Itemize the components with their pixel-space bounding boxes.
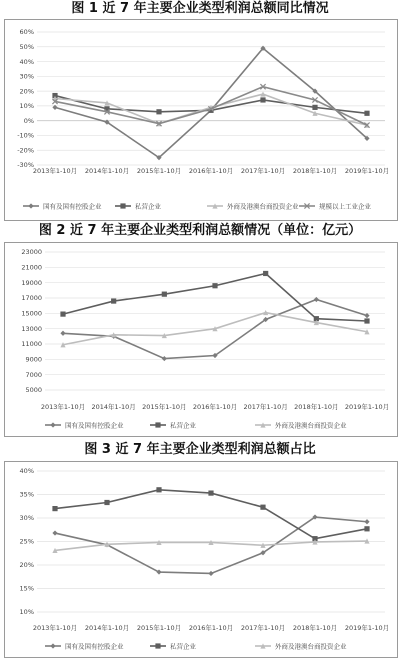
figure-2-chart [5,243,397,436]
series-3 [52,538,369,553]
x-tick-label: 2016年1-10月 [188,624,234,632]
y-tick-label: 30% [19,514,34,523]
figure-2-title: 图 2 近 7 年主要企业类型利润总额情况（单位：亿元） [38,223,362,238]
data-point [260,505,265,510]
legend-label: 外商及港澳台商投资企业 [275,421,347,430]
x-tick-label: 2014年1-10月 [91,403,136,411]
legend-label: 国有及国有控股企业 [65,642,124,651]
legend-swatch-marker [50,422,55,427]
y-tick-label: 23000 [21,248,42,257]
y-tick-label: 10% [19,102,34,111]
y-tick-label: 20% [19,561,34,570]
legend [23,201,372,210]
legend-item [115,201,162,210]
x-tick-label: 2015年1-10月 [142,403,187,411]
legend-item [150,420,197,429]
x-tick-label: 2016年1-10月 [188,167,234,175]
x-tick-label: 2018年1-10月 [292,167,338,175]
x-tick-label: 2017年1-10月 [240,167,286,175]
x-tick-label: 2018年1-10月 [292,624,338,632]
legend-swatch-marker [50,643,55,648]
x-tick-label: 2015年1-10月 [136,167,182,175]
x-tick-label: 2016年1-10月 [192,403,238,411]
legend-label: 国有及国有控股企业 [43,202,102,211]
x-tick-label: 2013年1-10月 [40,403,86,411]
x-tick-label: 2019年1-10月 [344,403,390,411]
x-tick-label: 2017年1-10月 [243,403,288,411]
figure-1-chart [5,20,397,220]
figure-1-panel [4,19,398,221]
data-point [208,490,213,495]
legend [45,420,347,429]
y-tick-label: 25% [19,537,34,546]
data-point [162,292,167,297]
x-tick-label: 2018年1-10月 [294,403,339,411]
gridlines [45,252,385,390]
y-tick-label: 30% [19,72,34,81]
legend-label: 私营企业 [170,642,196,651]
y-tick-label: 5000 [25,386,42,395]
y-tick-label: 13000 [21,324,42,333]
data-point [364,111,369,116]
y-tick-label: 50% [19,42,34,51]
y-tick-label: -20% [17,146,34,155]
y-tick-label: 10% [19,608,34,617]
y-tick-label: 15000 [21,309,42,318]
y-tick-label: 60% [19,28,34,37]
y-tick-label: 40% [19,467,34,476]
data-point [364,313,369,318]
data-point [364,318,369,323]
x-tick-label: 2019年1-10月 [344,624,390,632]
figure-3-chart [5,462,397,657]
figure-1-title: 图 1 近 7 年主要企业类型利润总额同比情况 [71,1,329,16]
y-tick-label: 7000 [25,370,42,379]
series-line [55,490,367,539]
legend-swatch-marker [155,422,160,427]
legend-swatch-marker [120,203,125,208]
data-point [60,331,65,336]
gridlines [37,32,385,165]
x-tick-label: 2019年1-10月 [344,167,390,175]
legend-item [45,641,124,650]
data-point [312,105,317,110]
data-point [111,298,116,303]
y-tick-label: -30% [17,161,34,170]
series-2 [60,271,369,324]
legend-item [23,201,102,210]
legend-label: 外商及港澳台商投资企业 [227,202,299,211]
x-tick-label: 2013年1-10月 [32,167,78,175]
data-point [52,506,57,511]
series-line [63,273,367,321]
x-tick-label: 2015年1-10月 [136,624,182,632]
x-tick-label: 2017年1-10月 [240,624,286,632]
data-point [364,519,369,524]
legend-item [255,641,347,650]
legend-item [207,201,299,210]
y-tick-label: 35% [19,490,34,499]
data-point [212,283,217,288]
y-tick-label: 9000 [25,355,42,364]
x-tick-label: 2014年1-10月 [84,624,130,632]
legend-label: 国有及国有控股企业 [65,421,124,430]
legend [45,641,347,650]
data-point [364,526,369,531]
data-point [263,271,268,276]
legend-label: 规模以上工业企业 [319,202,371,211]
data-point [104,500,109,505]
legend-item [255,420,347,429]
legend-item [45,420,124,429]
data-point [162,356,167,361]
y-tick-label: -10% [17,131,34,140]
x-tick-label: 2013年1-10月 [32,624,78,632]
legend-swatch-marker [28,203,33,208]
data-point [156,487,161,492]
y-tick-label: 19000 [21,278,42,287]
legend-label: 外商及港澳台商投资企业 [275,642,347,651]
legend-swatch-marker [155,643,160,648]
y-tick-label: 21000 [21,263,42,272]
data-point [60,312,65,317]
y-tick-label: 15% [19,584,34,593]
y-tick-label: 17000 [21,294,42,303]
legend-item [299,201,372,210]
y-tick-label: 40% [19,57,34,66]
y-tick-label: 0% [23,116,34,125]
data-point [208,571,213,576]
data-point [52,530,57,535]
data-point [260,97,265,102]
figure-2-panel [4,242,398,437]
series-2 [52,487,369,541]
y-tick-label: 20% [19,87,34,96]
legend-label: 私营企业 [170,421,196,430]
legend-item [150,641,197,650]
figure-3-title: 图 3 近 7 年主要企业类型利润总额占比 [84,442,316,457]
legend-label: 私营企业 [135,202,161,211]
series-2 [52,93,369,116]
y-tick-label: 11000 [21,340,42,349]
data-point [156,109,161,114]
figure-3-panel [4,461,398,658]
x-tick-label: 2014年1-10月 [84,167,130,175]
